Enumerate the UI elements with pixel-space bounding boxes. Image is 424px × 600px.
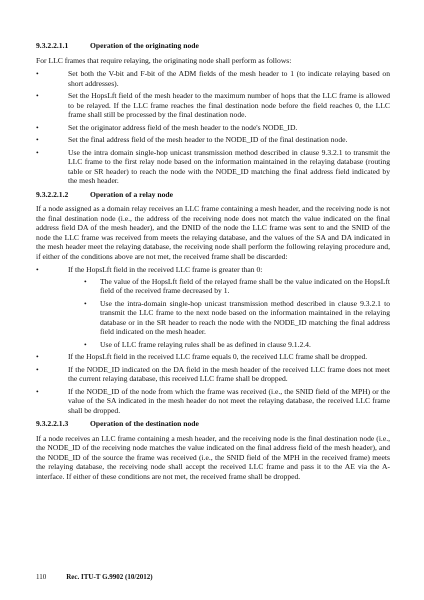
page-footer bbox=[36, 573, 153, 581]
paragraph: If a node receives an LLC frame containing a mesh header, and the receiving node is the final destination node (i.e., the NODE_ID of the receiving node matches the value indicated on the final address field of the mesh header), and the NODE_ID of the source the frame was received (i.e., the SNID field of the MPH in the received frame) meets the relaying database, the receiving node shall accept the received LLC frame and pass it to the AE via the A-interface. If either of these conditions are not met, the received frame shall be dropped. bbox=[36, 433, 390, 481]
list-item: • If the HopsLft field in the received LLC frame equals 0, the received LLC frame shall be dropped. bbox=[36, 352, 390, 362]
list-item: • If the NODE_ID of the node from which the frame was received (i.e., the SNID field of the MPH) or the value of the SA indicated in the mesh header do not meet the relaying database, the received LLC frame shall be dropped. bbox=[36, 387, 390, 416]
paragraph: If a node assigned as a domain relay receives an LLC frame containing a mesh header, and the receiving node is not the final destination node (i.e., the address of the receiving node does not match the value indicated on the final address field DA of the mesh header), and the DNID of the node the LLC frame was sent to and the SNID of the node the LLC frame was received from meets the relaying database, and the values of the SA and DA indicated in the mesh header meet the relaying database, the receiving node shall perform the following relaying procedure and, if either of the conditions above are not met, the received frame shall be discarded: bbox=[36, 204, 390, 261]
bullet-list bbox=[36, 69, 390, 186]
section-number: 9.3.2.2.1.3 bbox=[36, 419, 69, 428]
list-item: • Use the intra domain single-hop unicast transmission method described in clause 9.3.2.1 to transmit the LLC frame to the first relay node based on the information maintained in the relaying database (routing table or SR header) to reach the node with the NODE_ID matching the final address field indicated by the mesh header. bbox=[36, 148, 390, 186]
section-number: 9.3.2.2.1.2 bbox=[36, 189, 69, 199]
list-item: • Set the originator address field of the mesh header to the node's NODE_ID. bbox=[36, 123, 390, 133]
paragraph: For LLC frames that require relaying, the originating node shall perform as follows: bbox=[36, 55, 292, 65]
document-reference: Rec. ITU-T G.9902 (10/2012) bbox=[66, 573, 153, 581]
section-title: Operation of a relay node bbox=[90, 189, 173, 199]
sub-list-item: • The value of the HopsLft field of the relayed frame shall be the value indicated on the HopsLft field of the received frame decreased by 1. bbox=[84, 277, 390, 296]
list-item bbox=[36, 265, 390, 349]
section-heading bbox=[36, 41, 390, 51]
sub-list-item: • Use of LLC frame relaying rules shall be as defined in clause 9.1.2.4. bbox=[84, 340, 390, 350]
list-item-text: If the HopsLft field in the received LLC frame is greater than 0: bbox=[68, 265, 263, 274]
list-item: • If the NODE_ID indicated on the DA field in the mesh header of the received LLC frame does not meet the current relaying database, this received LLC frame shall be dropped. bbox=[36, 365, 390, 384]
section-title: Operation of the originating node bbox=[90, 41, 199, 50]
list-item: • Set the HopsLft field of the mesh header to the maximum number of hops that the LLC frame is allowed to be relayed. If the LLC frame reaches the final destination node before the field reaches 0, the LLC frame shall still be processed by the final destination node. bbox=[36, 91, 390, 120]
sub-bullet-list bbox=[68, 277, 390, 350]
sub-list-item: • Use the intra-domain single-hop unicast transmission method described in clause 9.3.2.1 to transmit the LLC frame to the next node based on the information maintained in the relaying database or in the SR header to reach the node with the NODE_ID matching the final address field indicated on the mesh header. bbox=[84, 299, 390, 337]
page-number: 110 bbox=[36, 573, 47, 581]
list-item: • Set both the V-bit and F-bit of the ADM fields of the mesh header to 1 (to indicate relaying based on short addresses). bbox=[36, 69, 390, 88]
section-number: 9.3.2.2.1.1 bbox=[36, 41, 69, 50]
section-title: Operation of the destination node bbox=[90, 419, 199, 428]
list-item: • Set the final address field of the mesh header to the NODE_ID of the final destination node. bbox=[36, 135, 390, 145]
section-heading bbox=[36, 419, 390, 429]
section-heading bbox=[36, 190, 390, 200]
bullet-list bbox=[36, 265, 390, 415]
